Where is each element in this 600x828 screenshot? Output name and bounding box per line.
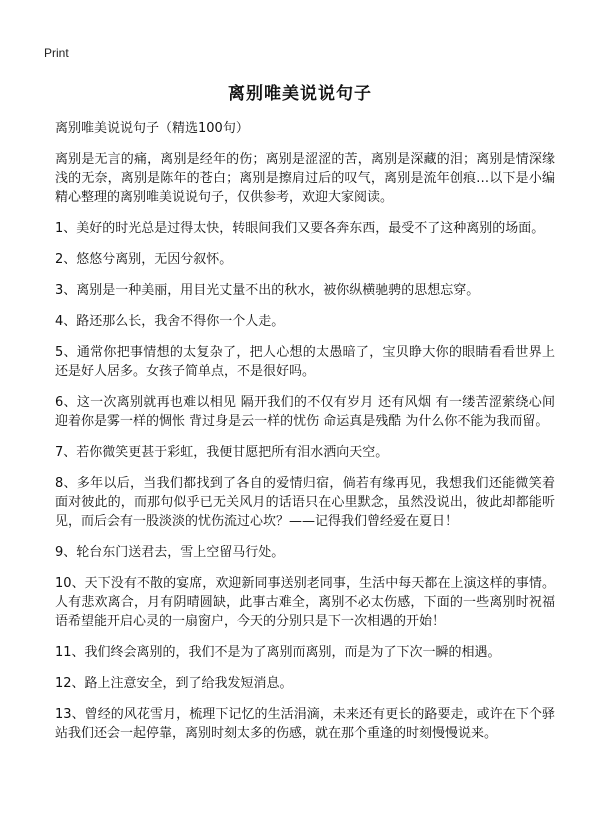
list-item: 4、路还那么长，我舍不得你一个人走。 [55, 314, 285, 329]
list-item: 3、离别是一种美丽，用目光丈量不出的秋水，被你纵横驰骋的思想忘穿。 [55, 283, 480, 298]
print-link[interactable]: Print [44, 46, 69, 60]
article-body [55, 119, 555, 755]
list-item: 12、路上注意安全，到了给我发短消息。 [55, 676, 293, 691]
intro-paragraph: 离别是无言的痛，离别是经年的伤；离别是涩涩的苦，离别是深藏的泪；离别是情深缘浅的无奈，离别是陈年的苍白；离别是擦肩过后的叹气，离别是流年创痕…以下是小编精心整理的离别唯美说说句子，仅供参考，欢迎大家阅读。 [55, 152, 555, 205]
list-item: 2、悠悠兮离别，无因兮叙怀。 [55, 252, 233, 267]
article-subtitle: 离别唯美说说句子（精选100句） [55, 121, 249, 136]
list-item: 5、通常你把事情想的太复杂了，把人心想的太愚暗了，宝贝睁大你的眼睛看看世界上还是好人居多。女孩子简单点，不是很好吗。 [55, 345, 555, 379]
list-item: 8、多年以后，当我们都找到了各自的爱情归宿，倘若有缘再见，我想我们还能微笑着面对彼此的，而那句似乎已无关风月的话语只在心里默念，虽然没说出，彼此却都能听见，而后会有一股淡淡的忧伤流过心坎？——记得我们曾经爱在夏日！ [55, 476, 555, 529]
page-title: 离别唯美说说句子 [228, 84, 372, 104]
list-item: 6、这一次离别就再也难以相见 隔开我们的不仅有岁月 还有风烟 有一缕苦涩萦绕心间 迎着你是雾一样的惆怅 背过身是云一样的忧伤 命运真是残酷 为什么你不能为我而留。 [55, 395, 555, 429]
list-item: 13、曾经的风花雪月，梳理下记忆的生活涓滴，未来还有更长的路要走，或许在下个驿站我们还会一起停靠，离别时刻太多的伤感，就在那个重逢的时刻慢慢说来。 [55, 707, 555, 741]
list-item: 11、我们终会离别的，我们不是为了离别而离别，而是为了下次一瞬的相遇。 [55, 645, 501, 660]
list-item: 1、美好的时光总是过得太快，转眼间我们又要各奔东西，最受不了这种离别的场面。 [55, 221, 545, 236]
list-item: 10、天下没有不散的宴席，欢迎新同事送别老同事，生活中每天都在上演这样的事情。人有悲欢离合，月有阴晴圆缺，此事古难全，离别不必太伤感，下面的一些离别时祝福语希望能开启心灵的一扇窗户，今天的分别只是下一次相遇的开始！ [55, 576, 555, 629]
list-item: 9、轮台东门送君去，雪上空留马行处。 [55, 545, 285, 560]
list-item: 7、若你微笑更甚于彩虹，我便甘愿把所有泪水洒向天空。 [55, 445, 389, 460]
